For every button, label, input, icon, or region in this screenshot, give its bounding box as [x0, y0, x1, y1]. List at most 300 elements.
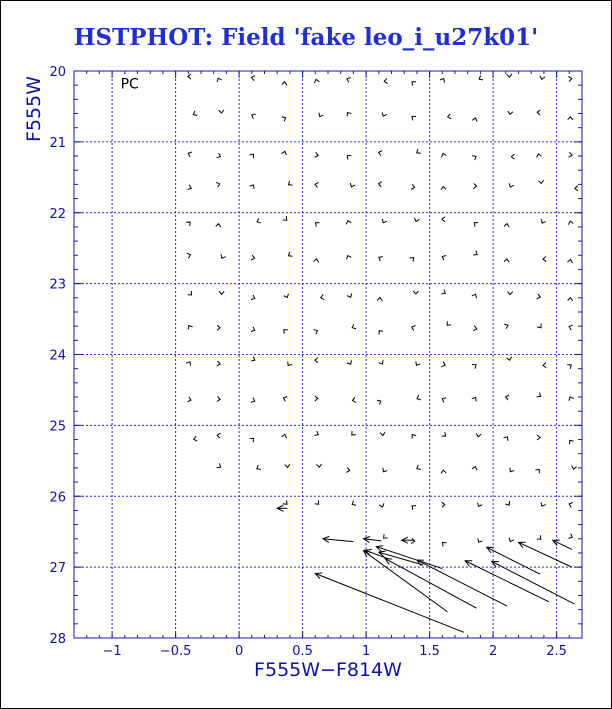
field-marker	[289, 181, 293, 185]
field-marker	[506, 395, 510, 400]
field-marker	[537, 110, 540, 115]
field-marker-glyph	[504, 224, 509, 227]
field-marker	[379, 151, 383, 156]
field-marker	[316, 464, 321, 467]
field-marker	[569, 325, 573, 330]
field-marker	[442, 502, 445, 507]
field-marker-glyph	[257, 465, 261, 469]
field-marker-glyph	[383, 468, 387, 472]
field-marker	[350, 183, 355, 187]
field-marker	[378, 182, 381, 187]
field-marker-glyph	[217, 433, 220, 438]
field-marker	[314, 79, 319, 83]
field-marker-glyph	[411, 538, 414, 543]
field-marker	[283, 216, 287, 220]
field-marker-glyph	[541, 219, 546, 223]
field-marker	[315, 396, 318, 401]
field-marker-glyph	[567, 260, 572, 264]
field-marker-glyph	[379, 257, 383, 261]
field-marker-glyph	[537, 110, 540, 115]
field-marker	[569, 397, 574, 401]
field-marker	[315, 182, 319, 187]
x-tick-label: 2	[488, 644, 498, 659]
field-marker-glyph	[217, 325, 220, 330]
arrow-shaft	[492, 561, 575, 604]
field-marker	[541, 219, 546, 223]
field-marker	[537, 392, 541, 396]
field-marker	[194, 436, 197, 441]
y-tick-label: 25	[49, 419, 66, 435]
field-marker-glyph	[193, 111, 197, 116]
field-marker-glyph	[568, 221, 573, 225]
field-marker	[383, 468, 387, 472]
field-marker-glyph	[441, 187, 446, 190]
field-marker-glyph	[473, 183, 476, 188]
field-marker-glyph	[472, 467, 477, 471]
field-marker-glyph	[315, 500, 319, 504]
field-marker-glyph	[537, 154, 542, 158]
field-marker	[540, 76, 545, 80]
field-marker-glyph	[347, 112, 351, 116]
field-marker	[314, 152, 318, 157]
field-marker-glyph	[417, 465, 421, 469]
field-marker-glyph	[508, 291, 513, 294]
field-marker	[217, 78, 222, 82]
field-marker-glyph	[187, 253, 191, 258]
field-marker-glyph	[506, 395, 510, 400]
field-marker	[572, 466, 577, 470]
field-marker-glyph	[252, 114, 256, 119]
field-marker-glyph	[216, 224, 221, 227]
field-marker	[507, 74, 512, 77]
field-marker-glyph	[538, 180, 543, 183]
field-marker	[282, 82, 287, 85]
field-marker	[417, 149, 421, 153]
arrow-shaft	[553, 540, 572, 549]
field-marker	[352, 324, 356, 329]
y-tick-label: 28	[49, 632, 66, 647]
field-marker-glyph	[347, 293, 352, 297]
field-marker-glyph	[250, 185, 254, 189]
field-marker-glyph	[414, 218, 419, 222]
field-marker-glyph	[472, 294, 477, 298]
field-marker	[541, 502, 546, 506]
field-marker	[441, 153, 446, 157]
field-marker	[347, 112, 351, 116]
field-marker	[377, 298, 382, 301]
field-marker	[504, 224, 509, 227]
field-marker-glyph	[217, 153, 221, 158]
field-marker-glyph	[507, 74, 512, 77]
displacement-arrow	[323, 536, 353, 542]
field-marker	[472, 467, 477, 471]
field-marker	[282, 151, 287, 155]
field-marker-glyph	[284, 330, 288, 334]
field-marker	[347, 293, 352, 297]
field-marker	[412, 326, 416, 331]
field-marker	[384, 534, 388, 538]
field-marker-glyph	[187, 185, 191, 190]
field-marker-glyph	[378, 182, 381, 187]
y-axis-title: F555W	[23, 76, 45, 142]
field-marker-glyph	[217, 361, 220, 366]
field-marker-glyph	[188, 291, 192, 295]
field-marker-glyph	[251, 295, 255, 300]
field-marker-glyph	[572, 466, 577, 470]
field-marker	[252, 76, 255, 81]
field-marker	[188, 326, 192, 330]
field-marker	[352, 397, 355, 402]
field-marker	[186, 362, 191, 366]
field-marker-glyph	[413, 291, 418, 294]
field-marker-glyph	[568, 298, 573, 301]
field-marker	[413, 291, 418, 294]
field-marker	[510, 468, 514, 472]
field-marker	[535, 469, 539, 473]
field-marker-glyph	[352, 501, 356, 506]
field-marker	[382, 112, 387, 116]
field-marker-glyph	[504, 324, 508, 329]
field-marker-glyph	[379, 331, 383, 335]
field-marker	[537, 294, 540, 299]
x-axis-title: F555W−F814W	[254, 659, 402, 681]
field-marker	[412, 435, 416, 439]
field-marker-glyph	[412, 82, 416, 86]
field-marker	[187, 185, 191, 190]
field-marker-glyph	[315, 223, 319, 227]
field-marker	[217, 361, 220, 366]
field-marker-glyph	[537, 392, 541, 396]
field-marker	[509, 183, 514, 187]
field-marker	[412, 82, 416, 86]
field-marker	[570, 440, 574, 444]
field-marker	[543, 363, 546, 368]
field-marker	[285, 464, 290, 467]
y-tick-label: 22	[49, 206, 66, 222]
displacement-arrow	[492, 561, 575, 604]
field-marker-glyph	[346, 221, 351, 225]
marks-layer	[186, 74, 578, 633]
field-marker	[284, 330, 288, 334]
field-marker	[315, 358, 318, 363]
field-marker	[509, 538, 514, 542]
field-marker-glyph	[442, 217, 445, 222]
field-marker-glyph	[377, 400, 381, 404]
field-marker-glyph	[472, 118, 477, 122]
field-marker	[251, 356, 255, 361]
field-marker-glyph	[352, 397, 355, 402]
y-tick-label: 23	[49, 277, 66, 293]
y-tick-label: 24	[49, 348, 66, 364]
x-tick-label: 0.5	[292, 644, 313, 659]
field-marker-glyph	[535, 469, 539, 473]
field-marker-glyph	[382, 112, 387, 116]
field-marker-glyph	[350, 183, 355, 187]
field-marker	[472, 294, 477, 298]
field-marker-glyph	[186, 222, 190, 226]
field-marker-glyph	[379, 503, 384, 507]
field-marker-glyph	[508, 111, 513, 114]
field-marker-glyph	[377, 298, 382, 301]
field-marker-glyph	[537, 535, 541, 539]
field-marker	[379, 360, 384, 364]
field-marker	[219, 110, 224, 113]
field-marker	[319, 113, 324, 117]
field-marker-glyph	[194, 436, 197, 441]
field-marker-glyph	[284, 294, 289, 298]
field-marker-glyph	[251, 255, 255, 260]
field-marker-glyph	[569, 502, 573, 507]
field-marker	[568, 298, 573, 301]
field-marker-glyph	[412, 326, 416, 331]
field-marker-glyph	[219, 291, 224, 294]
field-marker-glyph	[314, 330, 318, 335]
field-marker	[379, 257, 383, 261]
field-marker-glyph	[543, 256, 546, 261]
field-marker-glyph	[478, 538, 482, 542]
field-marker	[441, 362, 445, 367]
field-marker-glyph	[474, 223, 478, 227]
field-marker	[250, 154, 254, 158]
x-tick-label: 1	[361, 644, 371, 659]
field-marker	[567, 260, 572, 264]
field-marker	[250, 438, 254, 442]
field-marker-glyph	[379, 360, 384, 364]
field-marker-glyph	[252, 76, 255, 81]
field-marker-glyph	[412, 116, 416, 120]
field-marker	[217, 396, 220, 401]
field-marker	[251, 327, 255, 332]
field-marker	[250, 185, 254, 189]
field-marker	[543, 256, 546, 261]
field-marker-glyph	[479, 75, 483, 80]
field-marker	[346, 221, 351, 225]
field-marker-glyph	[282, 151, 287, 155]
field-marker	[187, 253, 191, 258]
field-marker	[472, 156, 476, 160]
field-marker-glyph	[472, 397, 476, 401]
field-marker-glyph	[569, 397, 574, 401]
field-marker-glyph	[347, 360, 352, 364]
field-marker-glyph	[509, 183, 514, 187]
field-marker-glyph	[442, 432, 446, 436]
field-marker-glyph	[541, 502, 546, 506]
field-marker	[443, 542, 447, 546]
field-marker-glyph	[537, 294, 540, 299]
field-marker-glyph	[379, 151, 383, 156]
field-marker-glyph	[187, 397, 191, 402]
field-marker-glyph	[221, 254, 226, 258]
field-marker	[217, 325, 220, 330]
field-marker-glyph	[505, 501, 509, 505]
field-marker-glyph	[442, 502, 445, 507]
field-marker-glyph	[543, 363, 546, 368]
field-marker-glyph	[510, 468, 514, 472]
field-marker-glyph	[346, 467, 349, 472]
field-marker	[504, 324, 508, 329]
displacement-arrow	[376, 546, 442, 569]
field-marker	[474, 223, 478, 227]
field-marker	[442, 255, 446, 260]
x-tick-label: 2.5	[546, 644, 567, 659]
field-marker	[473, 183, 476, 188]
field-marker-glyph	[504, 259, 509, 262]
field-marker	[537, 435, 540, 440]
field-marker	[216, 224, 221, 227]
field-marker-glyph	[417, 149, 421, 153]
field-marker-glyph	[473, 326, 476, 331]
field-marker-glyph	[441, 470, 446, 473]
x-tick-label: −1	[102, 644, 122, 659]
field-marker-glyph	[511, 154, 514, 159]
field-marker	[380, 432, 385, 435]
field-marker-glyph	[316, 464, 321, 467]
field-marker	[315, 223, 319, 227]
field-marker-glyph	[537, 324, 541, 328]
field-marker-glyph	[478, 502, 483, 506]
field-marker	[282, 117, 286, 122]
field-marker-glyph	[188, 326, 192, 330]
field-marker	[346, 256, 351, 260]
field-marker-glyph	[352, 324, 356, 329]
field-marker	[575, 186, 578, 191]
field-marker	[410, 258, 414, 262]
field-marker-glyph	[217, 396, 220, 401]
field-marker-glyph	[568, 534, 572, 539]
field-marker-glyph	[219, 110, 224, 113]
field-marker-glyph	[441, 289, 445, 293]
field-marker-glyph	[315, 358, 318, 363]
field-marker	[377, 400, 381, 404]
field-marker	[193, 111, 197, 116]
field-marker-glyph	[568, 76, 571, 81]
field-marker	[568, 221, 573, 225]
field-marker	[537, 535, 541, 539]
field-marker	[188, 152, 192, 157]
field-marker	[352, 431, 356, 435]
field-marker	[289, 252, 293, 256]
displacement-arrow	[553, 540, 572, 549]
field-marker-glyph	[188, 152, 192, 157]
field-marker	[411, 184, 415, 189]
field-marker	[538, 180, 543, 183]
field-marker-glyph	[448, 114, 451, 119]
field-marker-glyph	[283, 216, 287, 220]
y-tick-label: 20	[49, 65, 66, 80]
field-marker-glyph	[410, 258, 414, 262]
field-marker	[384, 78, 387, 83]
field-marker-glyph	[442, 398, 446, 403]
field-marker-glyph	[569, 325, 573, 330]
field-marker	[417, 465, 421, 469]
field-marker	[283, 397, 287, 402]
field-marker-glyph	[447, 321, 451, 325]
field-marker	[441, 470, 446, 473]
arrow-shaft	[315, 574, 464, 633]
field-marker	[473, 251, 477, 255]
field-marker	[186, 222, 190, 226]
field-marker-glyph	[314, 431, 318, 436]
panel-label: PC	[120, 76, 139, 93]
field-marker	[473, 326, 476, 331]
field-marker	[472, 365, 476, 369]
field-marker	[472, 118, 477, 122]
field-marker	[251, 295, 255, 300]
field-marker	[188, 291, 192, 295]
field-marker	[217, 463, 221, 467]
x-tick-label: 1.5	[419, 644, 440, 659]
field-marker-glyph	[347, 156, 351, 160]
field-marker-glyph	[315, 182, 319, 187]
field-marker	[476, 433, 481, 436]
field-marker	[448, 114, 451, 119]
field-marker-glyph	[216, 182, 220, 187]
field-marker-glyph	[382, 219, 387, 223]
field-marker	[537, 324, 541, 328]
field-marker-glyph	[250, 438, 254, 442]
field-marker-glyph	[509, 538, 514, 542]
field-marker	[314, 259, 319, 262]
field-marker	[511, 154, 514, 159]
field-marker-glyph	[283, 500, 287, 504]
field-marker	[442, 432, 446, 436]
field-marker	[187, 397, 191, 402]
field-marker-glyph	[217, 78, 222, 82]
y-tick-label: 26	[49, 490, 66, 506]
field-marker	[537, 154, 542, 158]
field-marker-glyph	[314, 152, 318, 157]
tick-layer	[49, 65, 582, 659]
field-marker-glyph	[352, 431, 356, 435]
field-marker-glyph	[473, 251, 477, 255]
field-marker	[442, 217, 445, 222]
field-marker	[478, 502, 483, 506]
field-marker-glyph	[282, 117, 286, 122]
field-marker	[321, 295, 324, 300]
field-marker	[382, 219, 387, 223]
field-marker-glyph	[283, 397, 287, 402]
field-marker	[569, 152, 573, 157]
field-marker-glyph	[442, 255, 446, 260]
field-marker-glyph	[251, 398, 255, 403]
field-marker	[414, 218, 419, 222]
x-tick-label: −0.5	[159, 644, 192, 659]
field-marker	[508, 111, 513, 114]
field-marker-glyph	[441, 153, 446, 157]
field-marker-glyph	[440, 79, 444, 83]
field-marker	[379, 503, 384, 507]
field-marker-glyph	[346, 256, 351, 260]
field-marker	[257, 218, 261, 223]
field-marker	[505, 501, 509, 505]
field-marker-glyph	[570, 440, 574, 444]
field-marker-glyph	[319, 113, 324, 117]
field-marker	[568, 117, 573, 120]
field-marker-glyph	[416, 361, 420, 365]
field-marker-glyph	[537, 435, 540, 440]
y-tick-label: 27	[49, 561, 66, 577]
field-marker-glyph	[257, 218, 261, 223]
field-marker	[347, 78, 351, 83]
field-marker-glyph	[412, 506, 416, 510]
field-marker	[216, 182, 220, 187]
field-marker-glyph	[575, 186, 578, 191]
field-marker	[217, 433, 220, 438]
field-marker-glyph	[417, 395, 421, 400]
chart-title: HSTPHOT: Field 'fake leo_i_u27k01'	[73, 24, 539, 51]
field-marker	[252, 114, 256, 119]
field-marker	[221, 254, 226, 258]
